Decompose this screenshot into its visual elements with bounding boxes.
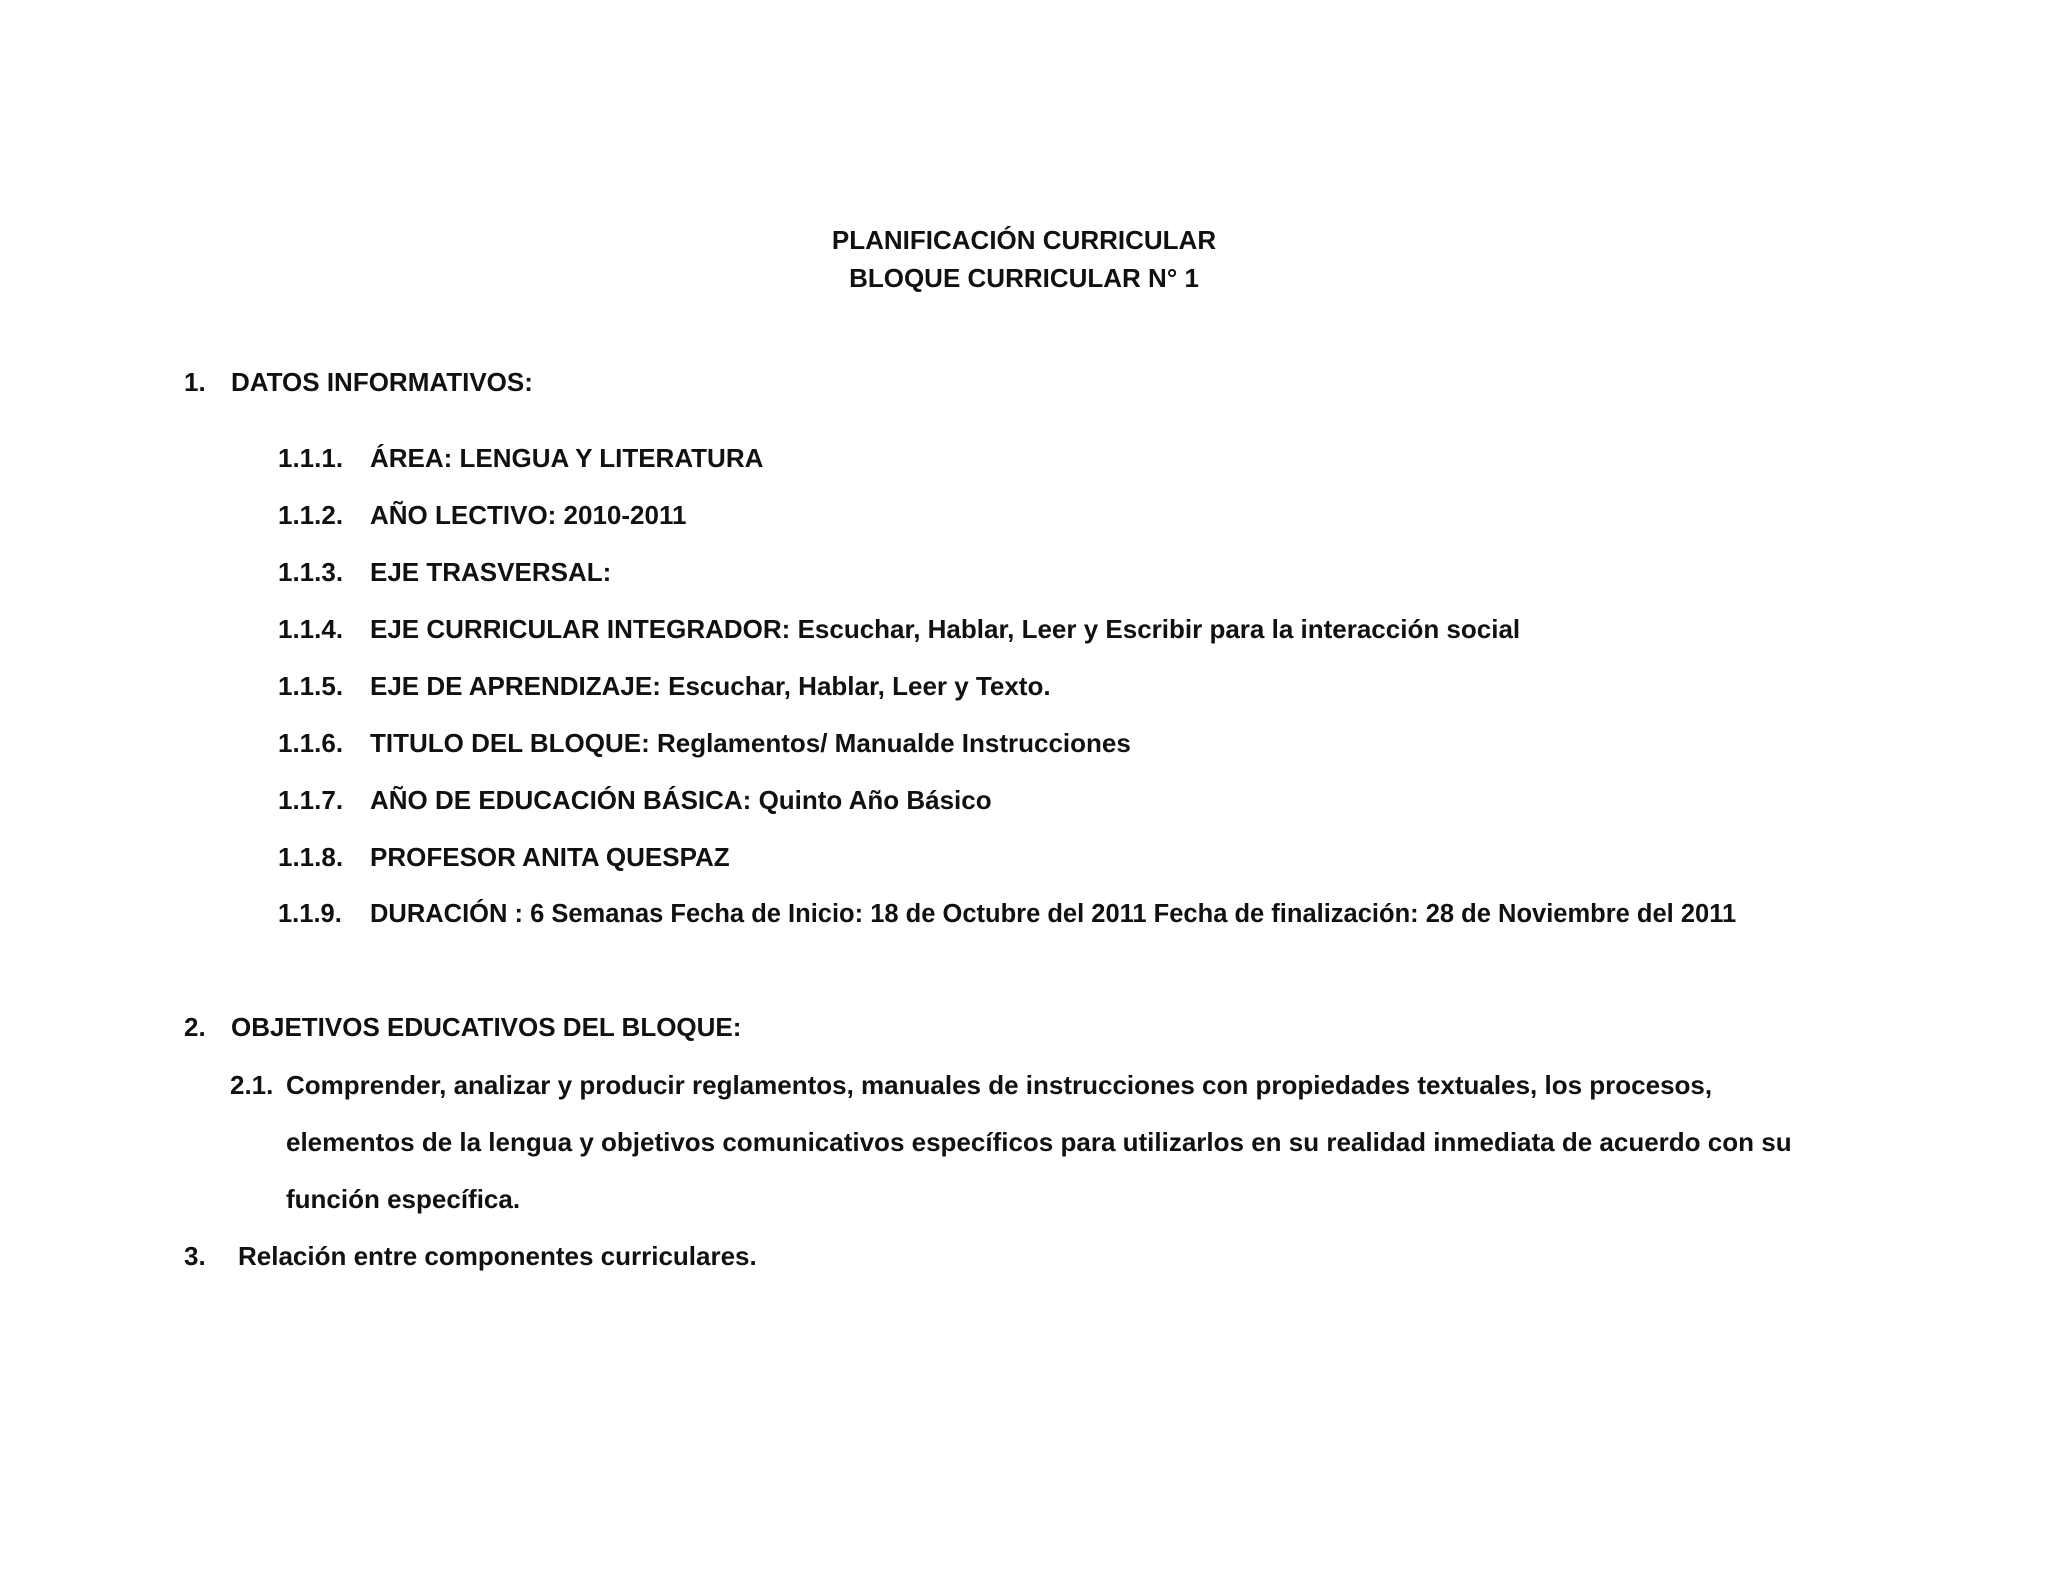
item-number: 1.1.2. bbox=[278, 500, 344, 530]
document-subtitle: BLOQUE CURRICULAR N° 1 bbox=[849, 263, 1199, 293]
section-title: DATOS INFORMATIVOS: bbox=[231, 367, 533, 397]
list-item bbox=[278, 442, 763, 474]
section-title: OBJETIVOS EDUCATIVOS DEL BLOQUE: bbox=[231, 1012, 742, 1042]
item-number: 1.1.5. bbox=[278, 671, 344, 701]
objective-line-1 bbox=[230, 1069, 1712, 1101]
item-number: 1.1.1. bbox=[278, 443, 344, 473]
item-text: ÁREA: LENGUA Y LITERATURA bbox=[370, 443, 764, 473]
section-3-heading bbox=[184, 1240, 757, 1272]
section-1-heading bbox=[184, 366, 533, 398]
item-text: EJE TRASVERSAL: bbox=[370, 557, 612, 587]
item-text: EJE DE APRENDIZAJE: Escuchar, Hablar, Leer y Texto. bbox=[370, 671, 1051, 701]
section-2-heading bbox=[184, 1011, 741, 1043]
section-title: Relación entre componentes curriculares. bbox=[238, 1241, 757, 1271]
item-text: AÑO DE EDUCACIÓN BÁSICA: Quinto Año Básico bbox=[370, 785, 992, 815]
item-text: TITULO DEL BLOQUE: Reglamentos/ Manualde Instrucciones bbox=[370, 728, 1131, 758]
item-number: 1.1.8. bbox=[278, 842, 344, 872]
item-text: EJE CURRICULAR INTEGRADOR: Escuchar, Hablar, Leer y Escribir para la interacción social bbox=[370, 614, 1521, 644]
section-number: 3. bbox=[184, 1241, 206, 1271]
item-text: PROFESOR ANITA QUESPAZ bbox=[370, 842, 730, 872]
section-number: 1. bbox=[184, 367, 206, 397]
list-item bbox=[278, 727, 1131, 759]
objective-number: 2.1. bbox=[230, 1070, 274, 1100]
item-text: AÑO LECTIVO: 2010-2011 bbox=[370, 500, 687, 530]
document-title: PLANIFICACIÓN CURRICULAR bbox=[831, 225, 1217, 255]
item-number: 1.1.3. bbox=[278, 557, 344, 587]
item-number: 1.1.9. bbox=[278, 900, 342, 928]
list-item bbox=[278, 898, 1736, 930]
list-item bbox=[278, 784, 992, 816]
list-item bbox=[278, 499, 686, 531]
section-number: 2. bbox=[184, 1012, 206, 1042]
item-number: 1.1.7. bbox=[278, 785, 344, 815]
list-item bbox=[278, 613, 1520, 645]
objective-line-3: función específica. bbox=[286, 1184, 521, 1214]
list-item bbox=[278, 556, 611, 588]
list-item bbox=[278, 670, 1051, 702]
item-text: DURACIÓN : 6 Semanas Fecha de Inicio: 18 de Octubre del 2011 Fecha de finalización: 28 de Noviembre del 2011 bbox=[370, 900, 1737, 928]
list-item bbox=[278, 841, 730, 873]
item-number: 1.1.6. bbox=[278, 728, 344, 758]
objective-text: Comprender, analizar y producir reglamentos, manuales de instrucciones con propiedades textuales, los procesos, bbox=[286, 1070, 1713, 1100]
item-number: 1.1.4. bbox=[278, 614, 344, 644]
objective-line-2: elementos de la lengua y objetivos comunicativos específicos para utilizarlos en su realidad inmediata de acuerdo con su bbox=[286, 1127, 1792, 1157]
